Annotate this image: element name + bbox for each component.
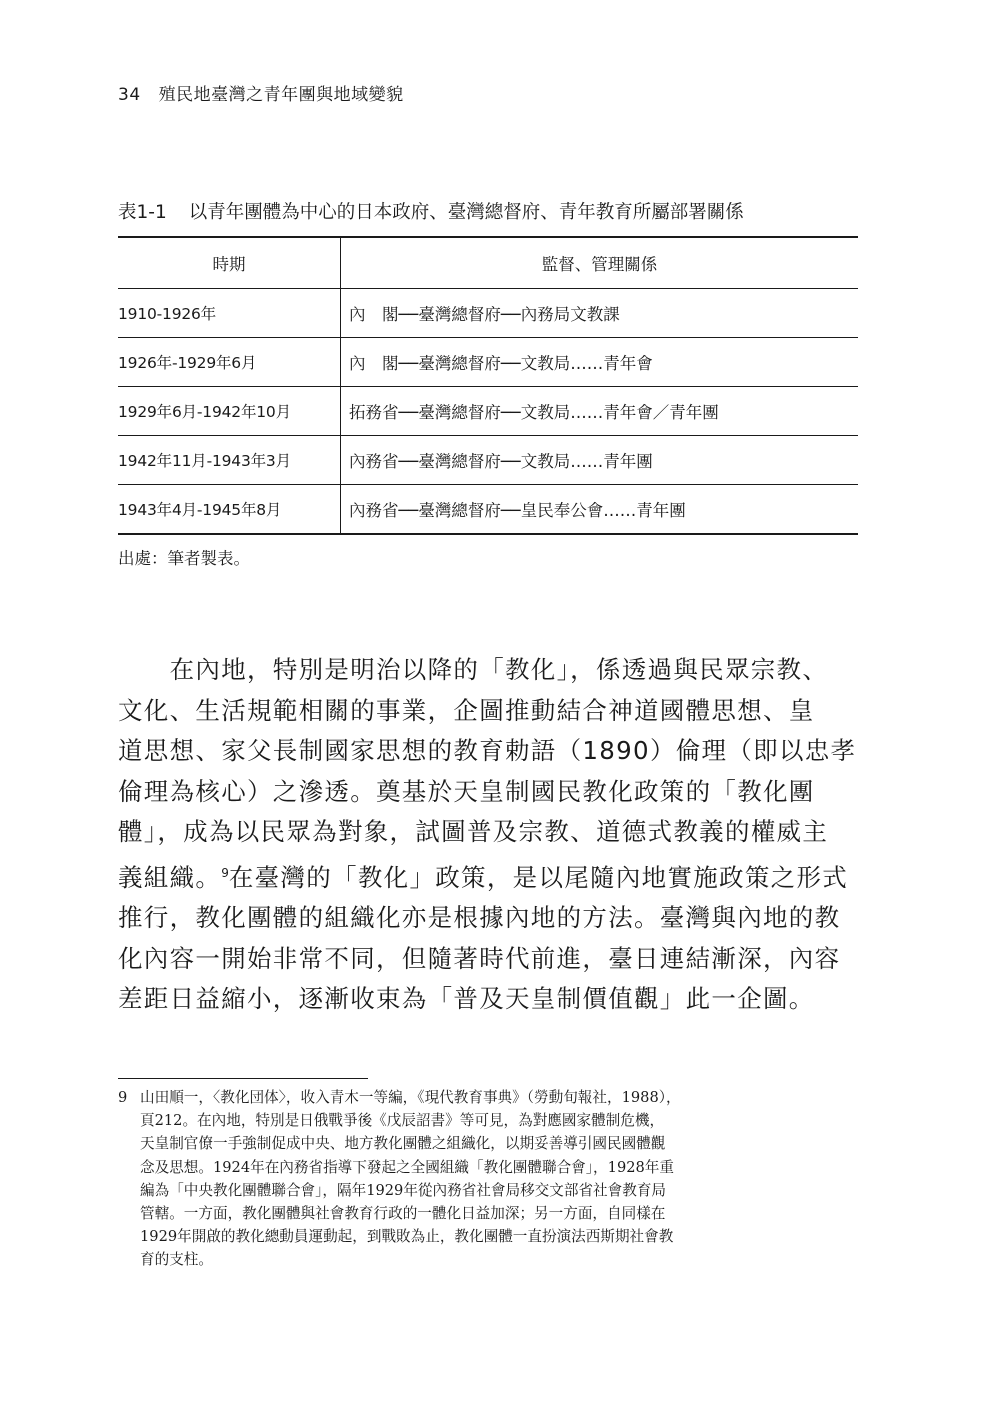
paragraph-line: 推行，教化團體的組織化亦是根據內地的方法。臺灣與內地的教: [118, 903, 841, 932]
paragraph-line: 文化、生活規範相關的事業，企圖推動結合神道國體思想、皇: [118, 695, 815, 725]
footnote-divider: [118, 1078, 368, 1079]
relation-cell: 拓務省──臺灣總督府──文教局……青年會／青年團: [349, 403, 719, 422]
footnote-text: 山田順一，〈教化団体〉，收入青木一等編，《現代教育事典》（勞動旬報社，1988），: [140, 1089, 681, 1106]
footnote-number: 9: [118, 1089, 128, 1106]
footnote-line: [118, 1132, 860, 1155]
table-row: [118, 485, 858, 535]
paragraph-line: 差距日益縮小，逐漸收束為「普及天皇制價值觀」此一企圖。: [118, 984, 815, 1013]
column-header-relation: 監督、管理關係: [541, 255, 658, 274]
footnote-line: [118, 1225, 860, 1248]
period-cell: 1910-1926年: [118, 289, 341, 338]
table-caption: [118, 198, 744, 224]
line-text: 義組織。: [118, 862, 222, 892]
footnote-line: [118, 1156, 860, 1179]
line-text: 在臺灣的「教化」政策，是以尾隨內地實施政策之形式: [228, 862, 849, 892]
period-cell: 1942年11月-1943年3月: [118, 436, 341, 485]
paragraph-line: 倫理為核心）之滲透。奠基於天皇制國民教化政策的「教化團: [118, 776, 815, 806]
footnote-line: [118, 1109, 860, 1132]
footnote-text: 念及思想。1924年在內務省指導下發起之全國組織「教化團體聯合會」，1928年重: [140, 1158, 674, 1176]
footnote-line: [118, 1086, 860, 1109]
table-header-row: [118, 237, 858, 289]
footnote: [118, 1086, 860, 1272]
footnote-line: [118, 1202, 860, 1225]
body-paragraph: [118, 650, 860, 1020]
paragraph-line: 化內容一開始非常不同，但隨著時代前進，臺日連結漸深，內容: [118, 943, 841, 973]
table-caption-label: 表1-1: [118, 202, 167, 223]
table-row: [118, 436, 858, 485]
table-row: [118, 289, 858, 338]
paragraph-line: [118, 853, 860, 899]
footnote-line: [118, 1248, 860, 1271]
footnote-text: 編為「中央教化團體聯合會」，隔年1929年從內務省社會局移交文部省社會教育局: [140, 1181, 667, 1199]
footnote-line: [118, 1179, 860, 1202]
period-cell: 1926年-1929年6月: [118, 338, 341, 387]
period-cell: 1929年6月-1942年10月: [118, 387, 341, 436]
footnote-reference[interactable]: 9: [221, 865, 229, 880]
relation-cell: 內務省──臺灣總督府──皇民奉公會……青年團: [349, 501, 686, 520]
footnote-text: 育的支柱。: [140, 1251, 213, 1269]
running-header: [118, 80, 404, 105]
relation-cell: 內務省──臺灣總督府──文教局……青年團: [349, 452, 653, 471]
relationship-table: [118, 236, 858, 535]
table-caption-text: 以青年團體為中心的日本政府、臺灣總督府、青年教育所屬部署關係: [188, 202, 744, 223]
book-title: 殖民地臺灣之青年團與地域變貌: [158, 85, 404, 105]
footnote-text: 1929年開啟的教化總動員運動起，到戰敗為止，教化團體一直扮演法西斯期社會教: [140, 1228, 674, 1246]
column-header-period: 時期: [118, 237, 341, 289]
paragraph-line: 在內地，特別是明治以降的「教化」，係透過與民眾宗教、: [118, 655, 829, 684]
paragraph-line: 道思想、家父長制國家思想的教育勅語（1890）倫理（即以忠孝: [118, 736, 857, 765]
table-row: [118, 387, 858, 436]
relation-cell: 內 閣──臺灣總督府──文教局……青年會: [349, 354, 653, 373]
relation-cell: 內 閣──臺灣總督府──內務局文教課: [349, 305, 620, 324]
table-source-note: 出處：筆者製表。: [118, 549, 250, 568]
table-row: [118, 338, 858, 387]
footnote-text: 管轄。一方面，教化團體與社會教育行政的一體化日益加深；另一方面，自同樣在: [140, 1205, 666, 1223]
footnote-text: 天皇制官僚一手強制促成中央、地方教化團體之組織化，以期妥善導引國民國體觀: [140, 1135, 666, 1153]
period-cell: 1943年4月-1945年8月: [118, 485, 341, 535]
paragraph-line: 體」，成為以民眾為對象，試圖普及宗教、道德式教義的權威主: [118, 817, 829, 846]
footnote-text: 頁212。在內地，特別是日俄戰爭後《戊辰詔書》等可見，為對應國家體制危機，: [140, 1112, 665, 1130]
page-number: 34: [118, 85, 141, 105]
